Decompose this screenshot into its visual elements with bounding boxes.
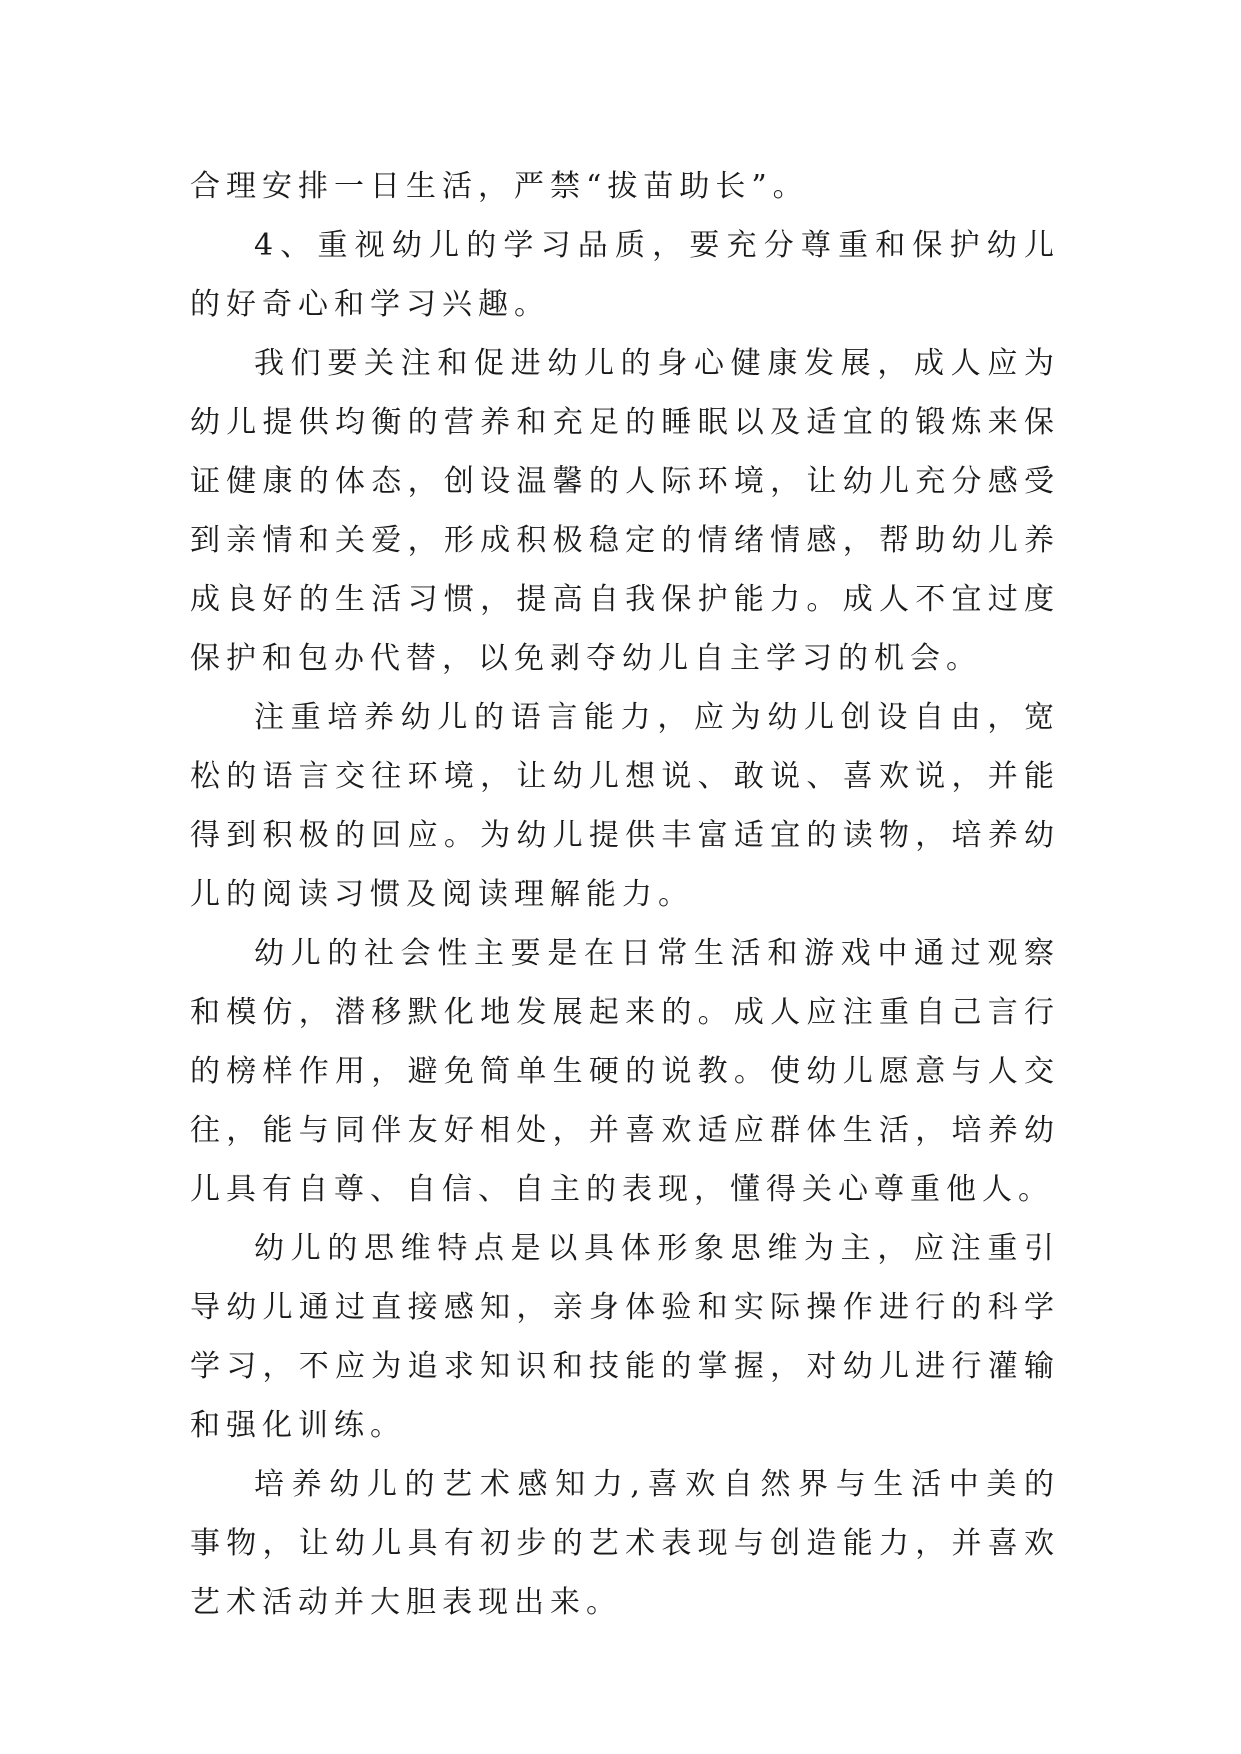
paragraph-4: 注重培养幼儿的语言能力，应为幼儿创设自由，宽松的语言交往环境，让幼儿想说、敢说、喜欢说，并能得到积极的回应。为幼儿提供丰富适宜的读物，培养幼儿的阅读习惯及阅读理解能力。 [190, 700, 1060, 912]
paragraph-5: 幼儿的社会性主要是在日常生活和游戏中通过观察和模仿，潜移默化地发展起来的。成人应注重自己言行的榜样作用，避免简单生硬的说教。使幼儿愿意与人交往，能与同伴友好相处，并喜欢适应群体生活，培养幼儿具有自尊、自信、自主的表现，懂得关心尊重他人。 [190, 936, 1060, 1207]
paragraph-3: 我们要关注和促进幼儿的身心健康发展，成人应为幼儿提供均衡的营养和充足的睡眠以及适宜的锻炼来保证健康的体态，创设温馨的人际环境，让幼儿充分感受到亲情和关爱，形成积极稳定的情绪情感，帮助幼儿养成良好的生活习惯，提高自我保护能力。成人不宜过度保护和包办代替，以免剥夺幼儿自主学习的机会。 [190, 346, 1060, 676]
document-body [190, 157, 1060, 1632]
paragraph-7: 培养幼儿的艺术感知力,喜欢自然界与生活中美的事物，让幼儿具有初步的艺术表现与创造能力，并喜欢艺术活动并大胆表现出来。 [190, 1467, 1060, 1620]
paragraph-1: 合理安排一日生活，严禁“拔苗助长”。 [190, 169, 809, 204]
paragraph-2: 4、重视幼儿的学习品质，要充分尊重和保护幼儿的好奇心和学习兴趣。 [190, 228, 1060, 322]
paragraph-6: 幼儿的思维特点是以具体形象思维为主，应注重引导幼儿通过直接感知，亲身体验和实际操作进行的科学学习，不应为追求知识和技能的掌握，对幼儿进行灌输和强化训练。 [190, 1231, 1060, 1443]
